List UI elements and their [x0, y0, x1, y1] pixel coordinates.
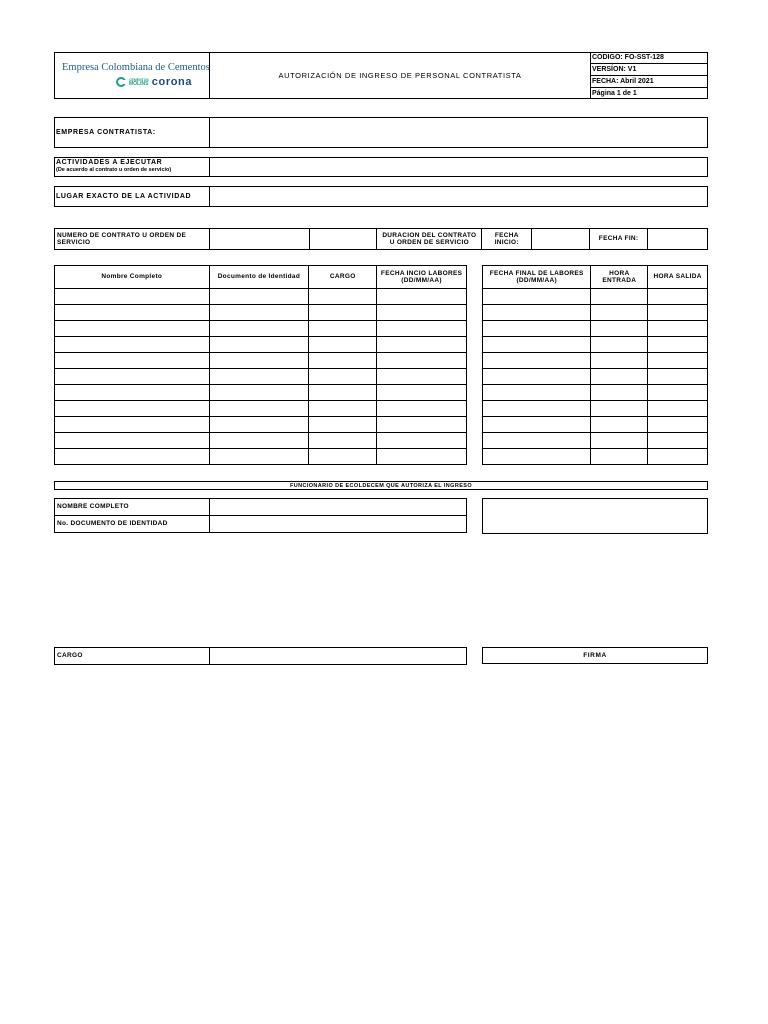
cell-nombre[interactable] [55, 289, 210, 305]
molins-logo-icon [116, 77, 126, 87]
fecha-fin-input[interactable] [648, 229, 708, 250]
cell-documento[interactable] [209, 401, 309, 417]
cell-fecha-final[interactable] [483, 401, 591, 417]
cell-documento[interactable] [209, 337, 309, 353]
cell-fecha-final[interactable] [483, 337, 591, 353]
company-logo [56, 58, 208, 96]
cell-hora-entrada[interactable] [591, 385, 648, 401]
table-row [55, 337, 467, 353]
lugar-input[interactable] [210, 187, 707, 206]
cell-documento[interactable] [209, 321, 309, 337]
cell-hora-salida[interactable] [648, 353, 708, 369]
cell-fecha-inicio[interactable] [377, 433, 467, 449]
cell-cargo[interactable] [309, 353, 377, 369]
header-hora-salida: HORA SALIDA [648, 266, 708, 289]
table-row [55, 385, 467, 401]
cell-cargo[interactable] [309, 369, 377, 385]
cell-hora-entrada[interactable] [591, 321, 648, 337]
header-nombre: Nombre Completo [55, 266, 210, 289]
cell-documento[interactable] [209, 305, 309, 321]
cell-hora-salida[interactable] [648, 305, 708, 321]
doc-date: FECHA: Abril 2021 [592, 78, 654, 85]
cell-fecha-inicio[interactable] [377, 321, 467, 337]
header-cargo: CARGO [309, 266, 377, 289]
doc-page: Página 1 de 1 [592, 89, 637, 97]
cell-cargo[interactable] [309, 305, 377, 321]
numero-contrato-input[interactable] [209, 229, 309, 250]
actividades-input[interactable] [210, 158, 707, 176]
cell-hora-entrada[interactable] [591, 337, 648, 353]
molins-small-text: CEMENTOS [129, 77, 149, 82]
cell-nombre[interactable] [55, 337, 210, 353]
cell-hora-salida[interactable] [648, 337, 708, 353]
cell-hora-salida[interactable] [648, 321, 708, 337]
cell-nombre[interactable] [55, 433, 210, 449]
actividades-sublabel: (De acuerdo al contrato u orden de servicio) [56, 167, 172, 173]
documento-input[interactable] [209, 516, 466, 533]
cell-fecha-inicio[interactable] [377, 337, 467, 353]
cell-cargo[interactable] [309, 321, 377, 337]
cell-nombre[interactable] [55, 417, 210, 433]
cell-fecha-inicio[interactable] [377, 417, 467, 433]
cell-fecha-final[interactable] [483, 417, 591, 433]
cell-documento[interactable] [209, 385, 309, 401]
cell-hora-entrada[interactable] [591, 433, 648, 449]
cell-cargo[interactable] [309, 289, 377, 305]
table-row [483, 401, 708, 417]
doc-code: CODIGO: FO-SST-128 [592, 54, 664, 61]
table-row [483, 337, 708, 353]
cargo-label: CARGO [55, 648, 210, 665]
brand-row [116, 76, 192, 88]
cell-documento[interactable] [209, 353, 309, 369]
personnel-table-left [54, 265, 467, 465]
table-row [483, 385, 708, 401]
personnel-left-body [55, 289, 467, 465]
header-fecha-inicio: FECHA INCIO LABORES (DD/MM/AA) [377, 266, 467, 289]
table-row [483, 417, 708, 433]
personnel-table-right [482, 265, 708, 465]
cell-cargo[interactable] [309, 433, 377, 449]
table-row [55, 401, 467, 417]
cell-nombre[interactable] [55, 305, 210, 321]
cell-cargo[interactable] [309, 401, 377, 417]
numero-contrato-input-2[interactable] [309, 229, 377, 250]
cell-hora-salida[interactable] [648, 369, 708, 385]
table-row [483, 433, 708, 449]
numero-contrato-label: NUMERO DE CONTRATO U ORDEN DE SERVICIO [55, 229, 210, 250]
header-documento: Documento de Identidad [209, 266, 309, 289]
cell-fecha-inicio[interactable] [377, 385, 467, 401]
nombre-completo-label: NOMBRE COMPLETO [55, 499, 210, 516]
table-row [55, 433, 467, 449]
fecha-fin-label: FECHA FIN: [590, 229, 648, 250]
cell-nombre[interactable] [55, 401, 210, 417]
cell-hora-entrada[interactable] [591, 449, 648, 465]
table-row [55, 369, 467, 385]
cell-fecha-final[interactable] [483, 305, 591, 321]
cell-documento[interactable] [209, 289, 309, 305]
table-row [483, 353, 708, 369]
fecha-inicio-input[interactable] [532, 229, 590, 250]
cell-hora-salida[interactable] [648, 433, 708, 449]
cell-fecha-final[interactable] [483, 353, 591, 369]
cell-hora-entrada[interactable] [591, 401, 648, 417]
cell-cargo[interactable] [309, 449, 377, 465]
table-row [483, 289, 708, 305]
cell-fecha-inicio[interactable] [377, 401, 467, 417]
molins-wordmark [129, 78, 149, 87]
cell-nombre[interactable] [55, 353, 210, 369]
authorizer-table [54, 498, 467, 533]
cell-hora-entrada[interactable] [591, 353, 648, 369]
personnel-right-body [483, 289, 708, 465]
firma-label: FIRMA [482, 647, 708, 664]
molins-text: MOLINS [129, 80, 149, 87]
cell-documento[interactable] [209, 449, 309, 465]
authorizer-section-title: FUNCIONARIO DE ECOLDECEM QUE AUTORIZA EL INGRESO [54, 481, 708, 490]
cell-hora-salida[interactable] [648, 385, 708, 401]
actividades-label-block [56, 159, 208, 176]
fecha-inicio-label: FECHA INICIO: [482, 229, 532, 250]
cell-fecha-final[interactable] [483, 289, 591, 305]
cell-fecha-inicio[interactable] [377, 353, 467, 369]
cell-nombre[interactable] [55, 369, 210, 385]
cell-fecha-final[interactable] [483, 449, 591, 465]
nombre-completo-input[interactable] [209, 499, 466, 516]
table-row [483, 449, 708, 465]
duracion-label: DURACION DEL CONTRATO U ORDEN DE SERVICIO [377, 229, 482, 250]
cell-fecha-final[interactable] [483, 369, 591, 385]
table-row [55, 417, 467, 433]
cell-fecha-final[interactable] [483, 385, 591, 401]
header-fecha-final: FECHA FINAL DE LABORES (DD/MM/AA) [483, 266, 591, 289]
company-name: Empresa Colombiana de Cementos [62, 62, 210, 73]
cell-fecha-final[interactable] [483, 321, 591, 337]
cell-cargo[interactable] [309, 417, 377, 433]
table-row [55, 449, 467, 465]
cell-nombre[interactable] [55, 321, 210, 337]
cell-fecha-inicio[interactable] [377, 305, 467, 321]
table-row [483, 321, 708, 337]
documento-label: No. DOCUMENTO DE IDENTIDAD [55, 516, 210, 533]
cell-fecha-inicio[interactable] [377, 289, 467, 305]
cell-hora-salida[interactable] [648, 417, 708, 433]
table-row [483, 369, 708, 385]
cell-cargo[interactable] [309, 337, 377, 353]
cell-hora-salida[interactable] [648, 401, 708, 417]
cell-cargo[interactable] [309, 385, 377, 401]
cargo-row [54, 647, 467, 665]
cell-documento[interactable] [209, 433, 309, 449]
cell-nombre[interactable] [55, 449, 210, 465]
cell-documento[interactable] [209, 369, 309, 385]
cell-fecha-inicio[interactable] [377, 449, 467, 465]
corona-wordmark: corona [151, 76, 193, 88]
signature-box[interactable] [482, 498, 708, 534]
cargo-input[interactable] [209, 648, 466, 665]
cell-fecha-inicio[interactable] [377, 369, 467, 385]
cell-hora-salida[interactable] [648, 289, 708, 305]
cell-hora-entrada[interactable] [591, 369, 648, 385]
cell-fecha-final[interactable] [483, 433, 591, 449]
cell-documento[interactable] [209, 417, 309, 433]
table-row [55, 321, 467, 337]
contract-row [54, 228, 708, 250]
header-hora-entrada: HORA ENTRADA [591, 266, 648, 289]
table-row [483, 305, 708, 321]
table-row [55, 289, 467, 305]
actividades-label: ACTIVIDADES A EJECUTAR [56, 159, 163, 166]
doc-version: VERSÍON: V1 [592, 66, 637, 73]
lugar-label: LUGAR EXACTO DE LA ACTIVIDAD [56, 192, 192, 200]
cell-hora-salida[interactable] [648, 449, 708, 465]
empresa-input[interactable] [210, 118, 707, 147]
cell-hora-entrada[interactable] [591, 305, 648, 321]
cell-hora-entrada[interactable] [591, 289, 648, 305]
cell-hora-entrada[interactable] [591, 417, 648, 433]
table-row [55, 305, 467, 321]
table-row [55, 353, 467, 369]
empresa-label: EMPRESA CONTRATISTA: [56, 128, 156, 136]
document-title: AUTORIZACIÓN DE INGRESO DE PERSONAL CONTRATISTA [278, 70, 522, 80]
cell-nombre[interactable] [55, 385, 210, 401]
